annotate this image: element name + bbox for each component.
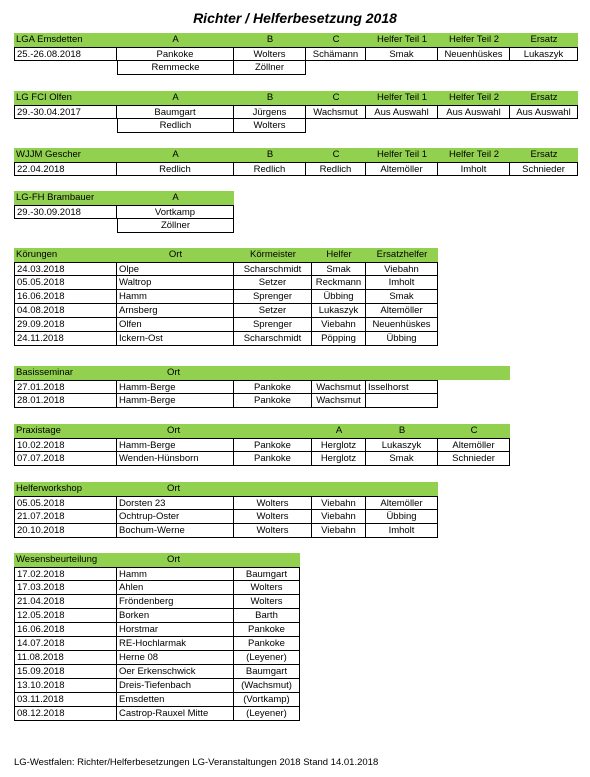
cell: Wolters [234, 496, 312, 510]
date-cell: 05.05.2018 [14, 496, 117, 510]
header-cell: Praxistage [14, 424, 117, 438]
cell: (Leyener) [234, 651, 300, 665]
table-row [14, 665, 300, 679]
header-cell: Wesensbeurteilung [14, 553, 117, 567]
table-header [14, 33, 578, 47]
cell: Borken [117, 609, 234, 623]
header-cell [312, 482, 366, 496]
table-row [14, 651, 300, 665]
header-cell: C [306, 91, 366, 105]
header-cell [234, 424, 312, 438]
cell: Pankoke [234, 452, 312, 466]
cell: Lukaszyk [510, 47, 578, 61]
table-header [14, 482, 438, 496]
date-cell: 16.06.2018 [14, 623, 117, 637]
cell: Redlich [117, 162, 234, 176]
cell: Dreis-Tiefenbach [117, 679, 234, 693]
date-cell: 04.08.2018 [14, 304, 117, 318]
cell: Schnieder [510, 162, 578, 176]
table-body [14, 496, 438, 538]
table-header [14, 424, 510, 438]
date-cell: 17.02.2018 [14, 567, 117, 581]
table-row [14, 219, 234, 233]
cell: Herne 08 [117, 651, 234, 665]
cell: Pankoke [234, 623, 300, 637]
table-row [14, 637, 300, 651]
page-title: Richter / Helferbesetzung 2018 [193, 10, 397, 26]
cell: Redlich [234, 162, 306, 176]
header-cell: Helfer Teil 2 [438, 33, 510, 47]
date-cell: 07.07.2018 [14, 452, 117, 466]
cell: (Leyener) [234, 707, 300, 721]
cell: Wolters [234, 119, 306, 133]
header-cell: A [117, 191, 234, 205]
cell: Arnsberg [117, 304, 234, 318]
cell: Aus Auswahl [510, 105, 578, 119]
header-cell: Helfer Teil 1 [366, 33, 438, 47]
cell: Zöllner [234, 61, 306, 75]
cell: Wolters [234, 510, 312, 524]
cell: Viebahn [366, 262, 438, 276]
header-cell: Helfer Teil 2 [438, 91, 510, 105]
cell: Imholt [438, 162, 510, 176]
cell: Horstmar [117, 623, 234, 637]
cell: Wachsmut [306, 105, 366, 119]
table-basisseminar [14, 366, 510, 408]
cell [366, 394, 438, 408]
cell: Übbing [366, 510, 438, 524]
cell: Viebahn [312, 318, 366, 332]
cell: Hamm [117, 567, 234, 581]
date-cell: 15.09.2018 [14, 665, 117, 679]
date-cell: 16.06.2018 [14, 290, 117, 304]
cell: Baumgart [234, 665, 300, 679]
cell: Wolters [234, 524, 312, 538]
footer-note: LG-Westfalen: Richter/Helferbesetzungen LG-Veranstaltungen 2018 Stand 14.01.2018 [14, 757, 379, 768]
cell: Wachsmut [312, 394, 366, 408]
header-cell: Helfer [312, 248, 366, 262]
cell: Remmecke [117, 61, 234, 75]
table-lga-emsdetten [14, 33, 578, 75]
cell: Wolters [234, 595, 300, 609]
cell: Altemöller [366, 162, 438, 176]
header-cell: B [234, 33, 306, 47]
cell: Baumgart [234, 567, 300, 581]
header-cell: A [312, 424, 366, 438]
cell: Pankoke [234, 394, 312, 408]
table-row [14, 707, 300, 721]
table-koerungen [14, 248, 438, 346]
table-row [14, 61, 578, 75]
header-cell: A [117, 91, 234, 105]
table-row [14, 679, 300, 693]
header-cell: LG-FH Brambauer [14, 191, 117, 205]
date-cell: 17.03.2018 [14, 581, 117, 595]
cell: Sprenger [234, 318, 312, 332]
date-cell: 11.08.2018 [14, 651, 117, 665]
cell: Herglotz [312, 438, 366, 452]
cell: Herglotz [312, 452, 366, 466]
cell: Castrop-Rauxel Mitte [117, 707, 234, 721]
cell: Redlich [306, 162, 366, 176]
cell: Olpe [117, 262, 234, 276]
table-wjjm-gescher [14, 148, 578, 176]
header-cell: Helfer Teil 1 [366, 148, 438, 162]
table-row [14, 394, 510, 408]
date-cell: 24.03.2018 [14, 262, 117, 276]
table-row [14, 595, 300, 609]
date-cell: 13.10.2018 [14, 679, 117, 693]
header-cell: WJJM Gescher [14, 148, 117, 162]
date-cell: 03.11.2018 [14, 693, 117, 707]
table-row [14, 524, 438, 538]
header-cell: C [306, 148, 366, 162]
table-row [14, 496, 438, 510]
cell: Isselhorst [366, 380, 438, 394]
cell: Reckmann [312, 276, 366, 290]
date-cell: 08.12.2018 [14, 707, 117, 721]
cell: Bochum-Werne [117, 524, 234, 538]
table-lg-fh-brambauer [14, 191, 234, 233]
cell: Ickern-Ost [117, 332, 234, 346]
cell: Pankoke [117, 47, 234, 61]
cell: Pöpping [312, 332, 366, 346]
date-cell: 12.05.2018 [14, 609, 117, 623]
date-cell: 21.04.2018 [14, 595, 117, 609]
header-cell: A [117, 33, 234, 47]
header-cell: Helfer Teil 2 [438, 148, 510, 162]
cell: Hamm-Berge [117, 394, 234, 408]
cell: (Wachsmut) [234, 679, 300, 693]
cell: Altemöller [366, 496, 438, 510]
cell: Hamm-Berge [117, 438, 234, 452]
header-cell [234, 366, 312, 380]
table-row [14, 162, 578, 176]
cell: Lukaszyk [366, 438, 438, 452]
table-wesensbeurteilung [14, 553, 300, 721]
cell: Wolters [234, 581, 300, 595]
header-cell: A [117, 148, 234, 162]
table-row [14, 380, 510, 394]
header-cell [366, 366, 438, 380]
table-header [14, 248, 438, 262]
cell: Waltrop [117, 276, 234, 290]
table-row [14, 304, 438, 318]
cell: Imholt [366, 524, 438, 538]
cell: Viebahn [312, 510, 366, 524]
cell: Pankoke [234, 438, 312, 452]
header-cell [312, 366, 366, 380]
cell: Smak [312, 262, 366, 276]
date-cell: 29.-30.09.2018 [14, 205, 117, 219]
header-cell: C [438, 424, 510, 438]
table-lg-fci-olfen [14, 91, 578, 133]
header-cell: Ort [117, 553, 234, 567]
header-cell [234, 482, 312, 496]
table-header [14, 148, 578, 162]
header-cell: Ort [117, 248, 234, 262]
date-cell: 24.11.2018 [14, 332, 117, 346]
table-row [14, 693, 300, 707]
table-helferworkshop [14, 482, 438, 538]
cell: Redlich [117, 119, 234, 133]
cell: (Vortkamp) [234, 693, 300, 707]
cell: Baumgart [117, 105, 234, 119]
header-cell: Ort [117, 366, 234, 380]
cell: Pankoke [234, 380, 312, 394]
cell: Barth [234, 609, 300, 623]
cell: Aus Auswahl [438, 105, 510, 119]
header-cell [366, 482, 438, 496]
date-cell: 10.02.2018 [14, 438, 117, 452]
date-cell: 20.10.2018 [14, 524, 117, 538]
table-header [14, 366, 510, 380]
header-cell: Ersatz [510, 148, 578, 162]
table-praxistage [14, 424, 510, 466]
cell: Schämann [306, 47, 366, 61]
table-row [14, 567, 300, 581]
header-cell [234, 553, 300, 567]
table-body [14, 567, 300, 721]
date-cell: 14.07.2018 [14, 637, 117, 651]
table-row [14, 205, 234, 219]
cell: Wachsmut [312, 380, 366, 394]
empty-cell [14, 219, 117, 233]
cell: Pankoke [234, 637, 300, 651]
cell: Wenden-Hünsborn [117, 452, 234, 466]
table-row [14, 318, 438, 332]
header-cell: Ersatz [510, 91, 578, 105]
date-cell: 25.-26.08.2018 [14, 47, 117, 61]
cell: Wolters [234, 47, 306, 61]
date-cell: 22.04.2018 [14, 162, 117, 176]
cell: Übbing [366, 332, 438, 346]
cell: Zöllner [117, 219, 234, 233]
table-row [14, 452, 510, 466]
cell: Imholt [366, 276, 438, 290]
date-cell: 29.-30.04.2017 [14, 105, 117, 119]
cell: RE-Hochlarmak [117, 637, 234, 651]
cell: Hamm-Berge [117, 380, 234, 394]
table-row [14, 262, 438, 276]
cell: Hamm [117, 290, 234, 304]
cell: Smak [366, 290, 438, 304]
table-row [14, 609, 300, 623]
table-header [14, 191, 234, 205]
header-cell: B [234, 148, 306, 162]
table-row [14, 47, 578, 61]
table-header [14, 91, 578, 105]
header-cell: LGA Emsdetten [14, 33, 117, 47]
cell: Jürgens [234, 105, 306, 119]
table-body [14, 380, 510, 408]
table-row [14, 623, 300, 637]
table-row [14, 119, 578, 133]
empty-cell [14, 61, 117, 75]
header-cell: Ort [117, 424, 234, 438]
cell: Setzer [234, 304, 312, 318]
table-body [14, 262, 438, 346]
date-cell: 27.01.2018 [14, 380, 117, 394]
cell: Olfen [117, 318, 234, 332]
table-row [14, 332, 438, 346]
cell: Übbing [312, 290, 366, 304]
cell: Sprenger [234, 290, 312, 304]
table-row [14, 510, 438, 524]
header-cell: B [234, 91, 306, 105]
cell: Altemöller [438, 438, 510, 452]
cell: Smak [366, 452, 438, 466]
cell: Scharschmidt [234, 262, 312, 276]
cell: Lukaszyk [312, 304, 366, 318]
cell: Ahlen [117, 581, 234, 595]
cell: Emsdetten [117, 693, 234, 707]
header-cell: Ort [117, 482, 234, 496]
cell: Setzer [234, 276, 312, 290]
header-cell: Helferworkshop [14, 482, 117, 496]
table-body [14, 438, 510, 466]
header-cell: Helfer Teil 1 [366, 91, 438, 105]
date-cell: 29.09.2018 [14, 318, 117, 332]
header-cell: Körmeister [234, 248, 312, 262]
header-cell: B [366, 424, 438, 438]
header-cell: C [306, 33, 366, 47]
cell: Neuenhüskes [366, 318, 438, 332]
date-cell: 05.05.2018 [14, 276, 117, 290]
header-cell: Ersatzhelfer [366, 248, 438, 262]
table-row [14, 290, 438, 304]
table-row [14, 276, 438, 290]
table-header [14, 553, 300, 567]
cell: Altemöller [366, 304, 438, 318]
cell: Dorsten 23 [117, 496, 234, 510]
cell: Schnieder [438, 452, 510, 466]
table-row [14, 105, 578, 119]
cell: Oer Erkenschwick [117, 665, 234, 679]
date-cell: 28.01.2018 [14, 394, 117, 408]
header-cell: Basisseminar [14, 366, 117, 380]
cell: Viebahn [312, 496, 366, 510]
header-cell: Körungen [14, 248, 117, 262]
cell: Neuenhüskes [438, 47, 510, 61]
empty-cell [14, 119, 117, 133]
cell: Vortkamp [117, 205, 234, 219]
header-cell [438, 366, 510, 380]
date-cell: 21.07.2018 [14, 510, 117, 524]
cell: Scharschmidt [234, 332, 312, 346]
table-row [14, 438, 510, 452]
header-cell: Ersatz [510, 33, 578, 47]
cell: Fröndenberg [117, 595, 234, 609]
cell: Smak [366, 47, 438, 61]
header-cell: LG FCI Olfen [14, 91, 117, 105]
cell: Viebahn [312, 524, 366, 538]
cell: Ochtrup-Oster [117, 510, 234, 524]
cell: Aus Auswahl [366, 105, 438, 119]
table-row [14, 581, 300, 595]
